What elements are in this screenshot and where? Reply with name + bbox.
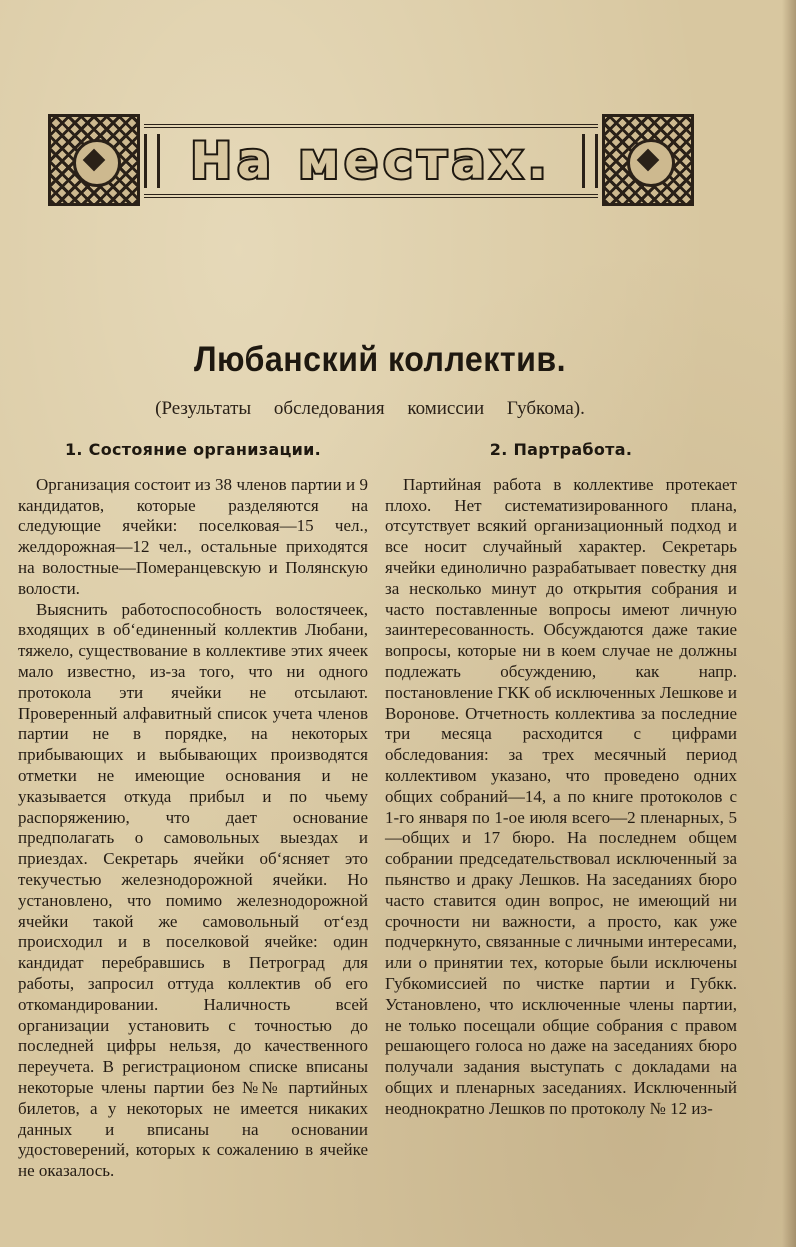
section-banner [48,112,694,208]
article-subtitle: (Результаты обследования комиссии Губкома). [155,398,585,419]
ornament-left-icon [48,114,140,206]
section2-paragraph-1: Партийная работа в коллективе протекает плохо. Нет систематизированного плана, отсутствует всякий организационный подход и все носит случайный характер. Секретарь ячейки единолично разрабатывает повестку дня за несколько минут до открытия собрания и часто поставленные вопросы имеют личную заинтересованность. Обсуждаются даже такие вопросы, которые ни в коем случае не должны подлежать обсуждению, как напр. постановление ГКК об исключенных Лешкове и Воронове. Отчетность коллектива за последние три месяца расходится с цифрами обследования: за трех месячный период коллективом указано, что проведено одних общих собраний—14, а по книге протоколов с 1-го января по 1-ое июля всего—2 пленарных, 5—общих и 17 бюро. На последнем общем собрании председательствовал исключенный за пьянство и драку Лешков. На заседаниях бюро часто ставится один вопрос, не имеющий ни срочности ни важности, а просто, как уже подчеркнуто, связанные с личными интересами, или о принятии тех, которые были исключены Губкомиссией по чистке партии и Губкк. Установлено, что исключенные члены партии, не только посещали общие собрания с правом решающего голоса но даже на заседаниях бюро получали задания выступать с докладами на общих и пленарных заседаниях. Исключенный неоднократно Лешков по протоколу № 12 из- [385,474,737,1118]
section-title: На местах. [190,132,552,190]
article-title: Любанский коллектив. [193,340,567,379]
section1-paragraph-2: Выяснить работоспособность волостячеек, входящих в об‘единенный коллектив Любани, тяжело, существование в коллективе этих ячеек мало известно, из-за того, что ни одного протокола эти ячейки не отсылают. Проверенный алфавитный список учета членов партии не в порядке, на некоторых прибывающих и выбывающих производятся отметки не имеющие основания и не указывается откуда прибыл и по чьему распоряжению, что дает основание предполагать о самовольных выездах и приездах. Секретарь ячейки об‘ясняет это текучестью железнодорожной ячейки. Но установлено, что помимо железнодорожной ячейки такой же самовольный от‘езд происходил и в поселковой ячейке: один кандидат перебравшись в Петроград для работы, запросил оттуда коллектив об его откомандировании. Наличность всей организации установить с точностью до последней цифры нельзя, до качественного переучета. В регистрационом списке вписаны некоторые члены партии без №№ партийных билетов, а у некоторых не имеется никаких данных и вписаны на основании удостоверений, которых к сожалению в ячейке не оказалось. [18,599,368,1181]
ornament-right-icon [602,114,694,206]
page-edge-shadow [782,0,796,1247]
column-left [18,440,368,1182]
section1-paragraph-1: Организация состоит из 38 членов партии и 9 кандидатов, которые разделяются на следующие ячейки: поселковая—15 чел., желдорожная—12 чел., остальные приходятся на волостные—Померанцевскую и Полянскую волости. [18,474,368,598]
section2-heading: 2. Партработа. [489,440,633,459]
column-right [385,440,737,1120]
section1-heading: 1. Состояние организации. [64,440,322,459]
